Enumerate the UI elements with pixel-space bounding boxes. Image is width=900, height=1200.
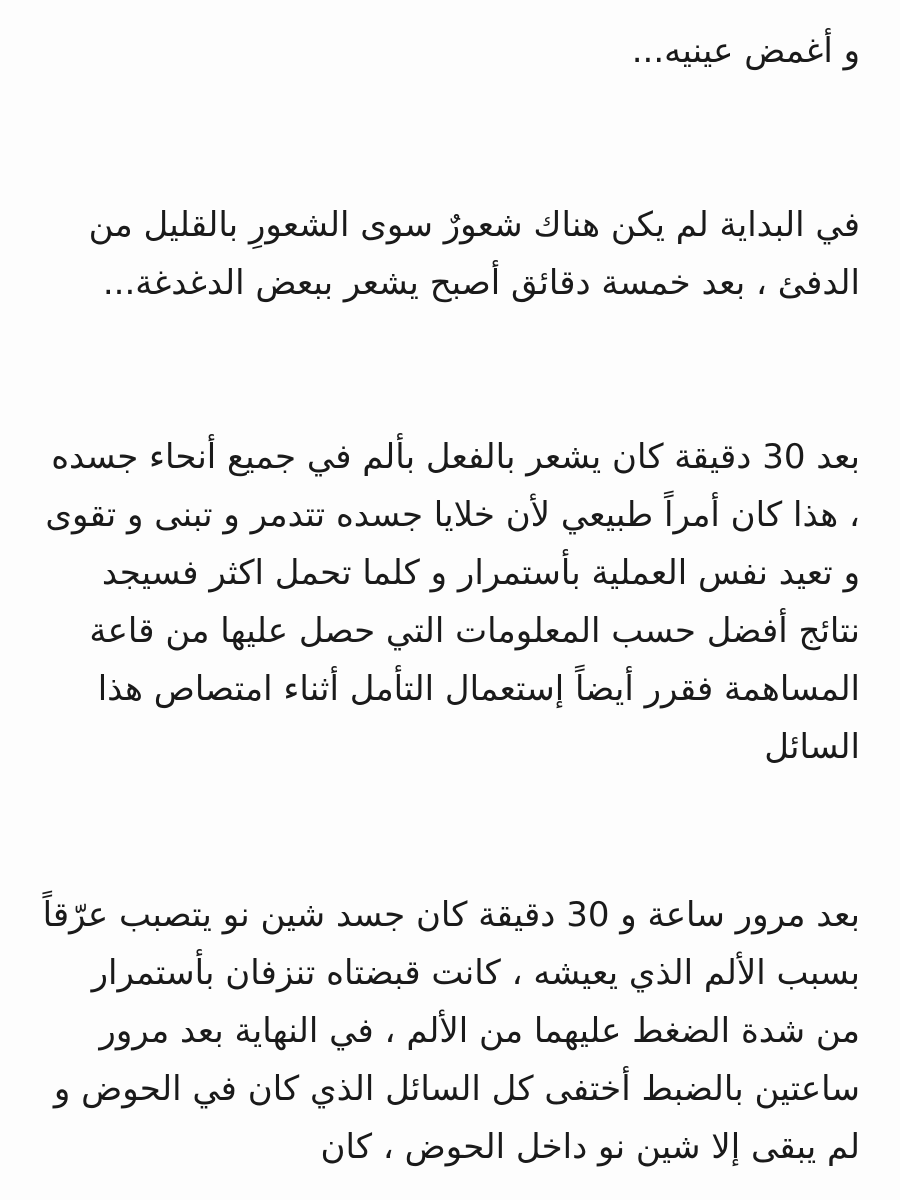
paragraph-warmth: في البداية لم يكن هناك شعورٌ سوى الشعورِ بالقليل من الدفئ ، بعد خمسة دقائق أصبح يشعر ببعض الدغدغة... — [88, 205, 860, 303]
paragraph-pain: بعد 30 دقيقة كان يشعر بالفعل بألم في جميع أنحاء جسده ، هذا كان أمراً طبيعي لأن خلايا جسده تتدمر و تبنى و تقوى و تعيد نفس العملية بأستمرار و كلما تحمل اكثر فسيجد نتائج أفضل حسب المعلومات التي حصل عليها من قاعة المساهمة فقرر أيضاً إستعمال التأمل أثناء امتصاص هذا السائل — [45, 437, 860, 767]
paragraph-eyes-closed: و أغمض عينيه... — [631, 31, 860, 71]
paragraph-two-hours: بعد مرور ساعة و 30 دقيقة كان جسد شين نو يتصبب عرّقاً بسبب الألم الذي يعيشه ، كانت قبضتاه تنزفان بأستمرار من شدة الضغط عليهما من الألم ، في النهاية بعد مرور ساعتين بالضبط أختفى كل السائل الذي كان في الحوض و لم يبقى إلا شين نو داخل الحوض ، كان — [42, 895, 860, 1167]
